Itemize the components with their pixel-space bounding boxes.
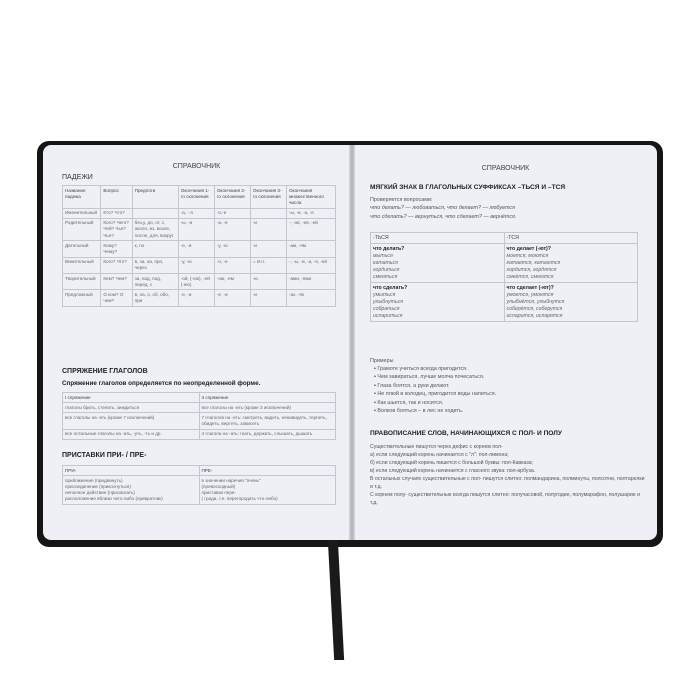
table-cell [63, 476, 200, 505]
pol-line: б) если следующий корень пишется с большой буквы: пол-Кавказа; [370, 460, 534, 467]
table-cell [199, 476, 336, 505]
column-header: Вопрос [101, 186, 132, 209]
question: что сделает (-ют)? [506, 284, 554, 291]
examples-list [374, 365, 496, 415]
prefix-line: приставки пере- [201, 490, 236, 496]
table-cell: без,у, до, от, с, около, из, возле, после, для, вокруг [132, 218, 178, 241]
pol-line: а) если следующий корень начинается с "л": пол-лимона; [370, 452, 509, 459]
table-cell: все остальные глаголы на -ать, -уть, -ть и др. [63, 429, 200, 439]
example-word: катается, катаются [506, 259, 561, 266]
table-cell [250, 208, 286, 218]
table-cell: в, за, на, про, через [132, 257, 178, 273]
table-cell: все глаголы на -еть (кроме 7 исключений) [63, 413, 200, 429]
column-header: Окончания 3-го склонения [250, 186, 286, 209]
cases-table [62, 185, 336, 307]
pol-heading: ПРАВОПИСАНИЕ СЛОВ, НАЧИНАЮЩИХСЯ С ПОЛ- И ПОЛУ [370, 430, 563, 437]
table-cell: -ом, -ем [214, 274, 250, 290]
column-header: Предлоги [132, 186, 178, 209]
gutter [349, 145, 355, 540]
soft-sign-heading: МЯГКИЙ ЗНАК В ГЛАГОЛЬНЫХ СУФФИКСАХ –ТЬСЯ И –ТСЯ [370, 184, 566, 191]
header-row [371, 233, 638, 244]
table-cell [371, 283, 505, 322]
table-cell: -ы, -и [178, 218, 214, 241]
table-cell: глаголы брить, стелить, зиждиться [63, 403, 200, 413]
table-cell: О ком? О чем? [101, 290, 132, 306]
table-cell: в, на, о, об, обо, при [132, 290, 178, 306]
pol-line: В остальных случаях существительные с пол- пишутся слитно: полмандарина, полминуты, полсотни, полтарелки и т.д. [370, 476, 645, 491]
table-cell: -ам, -ям [286, 241, 335, 257]
table-row [371, 244, 638, 283]
table-cell: -ы, -и, -а, -я [286, 208, 335, 218]
column-header: Окончания 1-го склонения [178, 186, 214, 209]
column-header: -ТЬСЯ [371, 233, 505, 244]
table-cell: -ами, -ями [286, 274, 335, 290]
column-header: Окончания 2-го склонения [214, 186, 250, 209]
example-item: • Волков бояться – в лес не ходить. [374, 407, 496, 415]
example-word: смеётся, смеются [506, 273, 554, 280]
question: что делать? [373, 245, 405, 252]
table-cell: -о,-е [214, 208, 250, 218]
right-page [354, 145, 657, 540]
prefix-line: неполное действие (приласкать) [65, 490, 135, 496]
header-row [63, 186, 336, 209]
table-row [63, 241, 336, 257]
table-cell: Кем? Чем? [101, 274, 132, 290]
header-row [63, 393, 336, 403]
table-row [371, 283, 638, 322]
table-cell: -о, -е [214, 257, 250, 273]
pol-line: Существительные пишутся через дефис с корнем пол- [370, 444, 503, 450]
table-cell: -и [250, 290, 286, 306]
examples-label: Примеры [370, 358, 394, 364]
example-word: собраться [373, 305, 400, 312]
table-cell: -е, -и [178, 241, 214, 257]
table-cell: -а, -я [214, 218, 250, 241]
column-header: Название падежа [63, 186, 101, 209]
pol-text [370, 443, 645, 508]
table-cell [371, 244, 505, 283]
column-header: I спряжение [63, 393, 200, 403]
question: что сделать? [373, 284, 408, 291]
question: что делает (-ют)? [506, 245, 551, 252]
example-item: • Чем завираться, лучше молча почесаться. [374, 373, 496, 381]
table-cell: -е, -и [214, 290, 250, 306]
table-cell: -у, -ю [214, 241, 250, 257]
table-cell: = И.п. [250, 257, 286, 273]
prefix-line: ( града, т.е. перегородить что-либо) [201, 496, 278, 502]
example-item: • Не плюй в колодец, пригодится воды напиться. [374, 390, 496, 398]
table-cell [132, 208, 178, 218]
table-cell: -, -ов, -ев, -ей [286, 218, 335, 241]
example-word: смеяться [373, 273, 398, 280]
example-word: умоется, умоются [506, 291, 554, 298]
table-cell: Предложный [63, 290, 101, 306]
soft-sign-table [370, 232, 638, 322]
table-row [63, 476, 336, 505]
table-row [63, 257, 336, 273]
table-cell: -а, - я [178, 208, 214, 218]
example-word: испариться [373, 312, 403, 319]
intro-line: Проверяется вопросами: [370, 197, 433, 203]
left-page [43, 145, 350, 540]
table-cell [504, 244, 638, 283]
column-header: ПРЕ- [199, 466, 336, 476]
prefix-line: расположение вблизи чего-либо (привратник) [65, 496, 163, 502]
example-word: моется, моются [506, 252, 549, 259]
example-word: гордится, гордятся [506, 266, 557, 273]
table-row [63, 290, 336, 306]
example-word: мыться [373, 252, 393, 259]
table-row [63, 208, 336, 218]
table-cell: -, -ы, -и, -а, -я, -ей [286, 257, 335, 273]
prefix-line: присоединение (прикоснуться) [65, 483, 131, 489]
table-cell: 4 глагола на -ать: гнать, держать, слышать, дышать [199, 429, 336, 439]
table-cell: -у, -ю [178, 257, 214, 273]
table-cell: Кто? Что? [101, 208, 132, 218]
ribbon-bookmark[interactable] [328, 540, 344, 660]
example-item: • Грамоте учиться всегда пригодится. [374, 365, 496, 373]
table-cell: Кого? Что? [101, 257, 132, 273]
table-cell: -и [250, 241, 286, 257]
table-cell: Винительный [63, 257, 101, 273]
column-header: ПРИ- [63, 466, 200, 476]
column-header: Окончания множественного числа [286, 186, 335, 209]
page-title: СПРАВОЧНИК [172, 163, 221, 170]
table-cell: к, по [132, 241, 178, 257]
table-cell [504, 283, 638, 322]
table-cell: -ю [250, 274, 286, 290]
table-cell: за, над, под, перед, с [132, 274, 178, 290]
example-word: соберётся, соберутся [506, 305, 563, 312]
example-word: улыбнётся, улыбнутся [506, 298, 565, 305]
example-word: испарится, испарятся [506, 312, 563, 319]
table-cell: Родительный [63, 218, 101, 241]
pol-line: С корнем полу- существительные всегда пишутся слитно: получасовой, полугодие, полумарафон, полушарие и т.д. [370, 492, 640, 507]
prefix-table [62, 465, 336, 505]
table-row [63, 218, 336, 241]
table-cell: Кому? Чему? [101, 241, 132, 257]
example-word: гордиться [373, 266, 400, 273]
table-cell: Именительный [63, 208, 101, 218]
header-row [63, 466, 336, 476]
example-item: • Как шьется, так и носится. [374, 399, 496, 407]
prefix-line: приближение (придвинуть) [65, 477, 123, 483]
table-cell: все глаголы на -ить (кроме 3 исключений) [199, 403, 336, 413]
prefix-heading: ПРИСТАВКИ ПРИ- / ПРЕ- [62, 452, 147, 459]
conj-subheading: Спряжение глаголов определяется по неопределенной форме. [62, 380, 261, 387]
page-title: СПРАВОЧНИК [481, 165, 530, 172]
table-row [63, 429, 336, 439]
column-header: -ТСЯ [504, 233, 638, 244]
table-row [63, 403, 336, 413]
prefix-line: в значении наречия "очень" [201, 477, 261, 483]
soft-sign-intro [370, 196, 516, 221]
table-cell: Творительный [63, 274, 101, 290]
example-word: умыться [373, 291, 396, 298]
cases-heading: ПАДЕЖИ [62, 174, 93, 181]
table-cell: Кого? Чего? Чей? Чья? Чье? [101, 218, 132, 241]
column-header: II спряжение [199, 393, 336, 403]
example-word: улыбнуться [373, 298, 404, 305]
example-item: • Глаза боятся, а руки делают. [374, 382, 496, 390]
intro-line: что сделать? — вернуться, что сделает? — вернётся. [370, 213, 517, 220]
conj-heading: СПРЯЖЕНИЕ ГЛАГОЛОВ [62, 368, 148, 375]
prefix-line: (превосходный) [201, 483, 236, 489]
table-cell: -ой, (-ою), -ей (-ею) [178, 274, 214, 290]
table-cell: -е, -и [178, 290, 214, 306]
intro-line: что делать? — любоваться, что делает? — любуется [370, 205, 515, 212]
table-cell: 7 глаголов на -еть: смотреть, видеть, ненавидеть, терпеть, обидеть, вертеть, зависеть [199, 413, 336, 429]
pol-line: в) если следующий корень начинается с гласного звука: пол-арбуза. [370, 468, 536, 475]
table-cell: -и [250, 218, 286, 241]
table-row [63, 413, 336, 429]
example-word: кататься [373, 259, 398, 266]
table-cell: Дательный [63, 241, 101, 257]
conj-table [62, 392, 336, 440]
table-row [63, 274, 336, 290]
table-cell: -ах, -ях [286, 290, 335, 306]
